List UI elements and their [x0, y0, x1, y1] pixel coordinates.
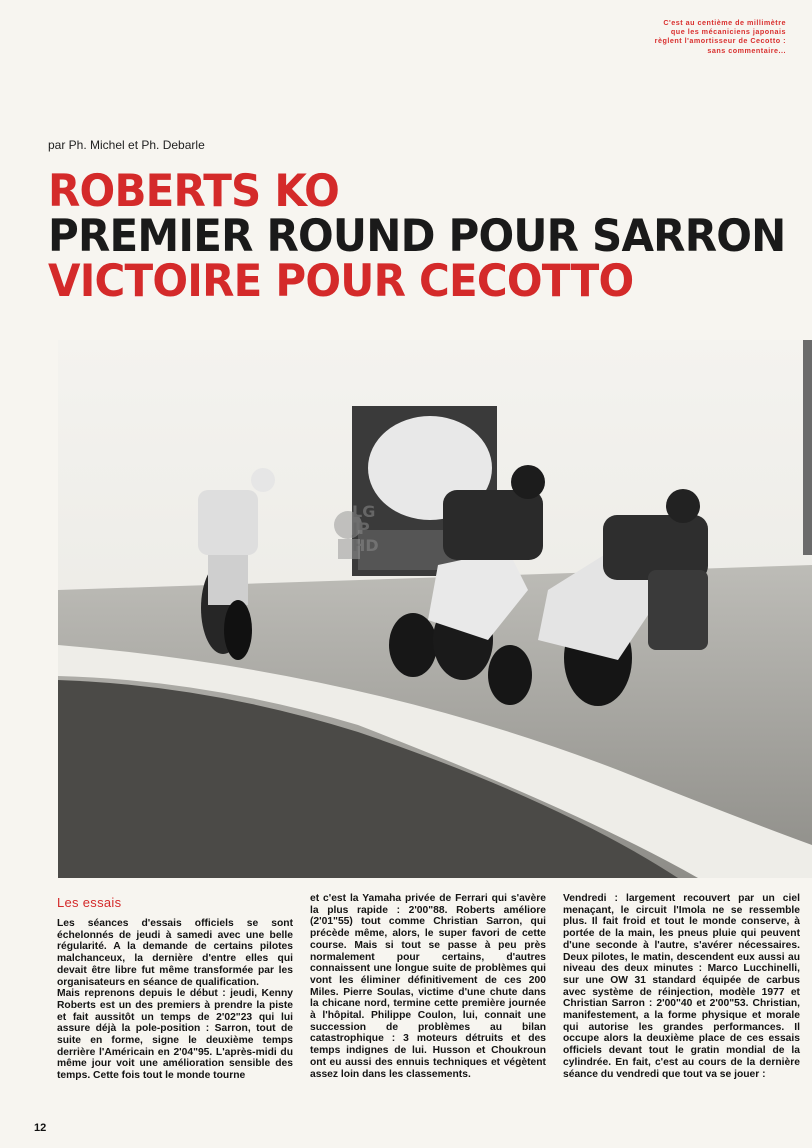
race-photo-illustration	[58, 340, 812, 878]
caption-line: règlent l'amortisseur de Cecotto :	[654, 36, 786, 46]
caption-line: C'est au centième de millimètre	[663, 18, 786, 27]
watermark-line: JP	[352, 519, 370, 538]
watermark-text	[352, 503, 379, 554]
watermark-logo	[330, 495, 410, 575]
paragraph: Mais reprenons depuis le début : jeudi, Kenny Roberts est un des premiers à prendre la piste et fait aussitôt un temps de 2'02"23 qui lui assure déjà la pole-position : Sarron, tout de suite en forme, signe le deuxième temps derrière l'Américain en 2'04"95. L'après-midi du même jour voit une amélioration sensible des temps. Cette fois tout le monde tourne	[57, 988, 293, 1082]
paragraph: Vendredi : largement recouvert par un ciel menaçant, le circuit l'Imola ne se ressemble plus. Il fait froid et tout le monde conserve, à portée de la main, les pneus pluie qui peuvent d'une seconde à l'autre, s'avérer nécessaires. Deux pilotes, le matin, descendent eux aussi au niveau des deux minutes : Marco Lucchinelli, sur une OW 31 standard équipée de carbus avec système de réinjection, modèle 1977 et Christian Sarron : 2'00"40 et 2'00"53. Christian, manifestement, a la forme physique et morale qui autorise les grandes performances. Il occupe alors la deuxième place de ces essais officiels devant tout le gratin mondial de la cylindrée. En fait, c'est au cours de la dernière séance du vendredi que tout va se jouer :	[563, 893, 800, 1080]
photo-caption	[586, 18, 786, 55]
section-title: Les essais	[57, 895, 122, 910]
watermark-line: LG	[352, 502, 376, 521]
text-column-1	[57, 918, 293, 1082]
headline-line-1: ROBERTS KO	[48, 164, 340, 217]
paragraph: et c'est la Yamaha privée de Ferrari qui s'avère la plus rapide : 2'00"88. Roberts améliore (2'01"55) tout comme Christian Sarron, qui précède même, alors, le super favori de cette course. Mais si tout se passe à peu près normalement pour certains, d'autres connaissent une longue suite de problèmes qui vont les éliminer définitivement de ces 200 Miles. Pierre Soulas, victime d'une chute dans la chicane nord, termine cette première journée à l'hôpital. Philippe Coulon, lui, connait une succession de problèmes au bilan catastrophique : 3 moteurs détruits et des temps indignes de lui. Husson et Choukroun ont eu aussi des ennuis techniques et végètent assez loin dans les classements.	[310, 893, 546, 1080]
paragraph: Les séances d'essais officiels se sont échelonnés de jeudi à samedi avec une belle régularité. A la demande de certains pilotes malchanceux, la dernière d'entre elles qui devait être libre fut même transformée par les organisateurs en séance de qualification.	[57, 918, 293, 988]
page-number: 12	[34, 1122, 47, 1134]
headline-line-2: PREMIER ROUND POUR SARRON	[48, 209, 786, 262]
caption-line: sans commentaire...	[707, 45, 786, 55]
watermark-line: HD	[352, 536, 379, 555]
race-photo	[58, 340, 812, 878]
caption-line: que les mécaniciens japonais	[670, 27, 786, 37]
headline-line-3: VICTOIRE POUR CECOTTO	[48, 254, 634, 307]
byline: par Ph. Michel et Ph. Debarle	[48, 138, 205, 152]
text-column-3	[563, 893, 800, 1080]
text-column-2	[310, 893, 546, 1080]
